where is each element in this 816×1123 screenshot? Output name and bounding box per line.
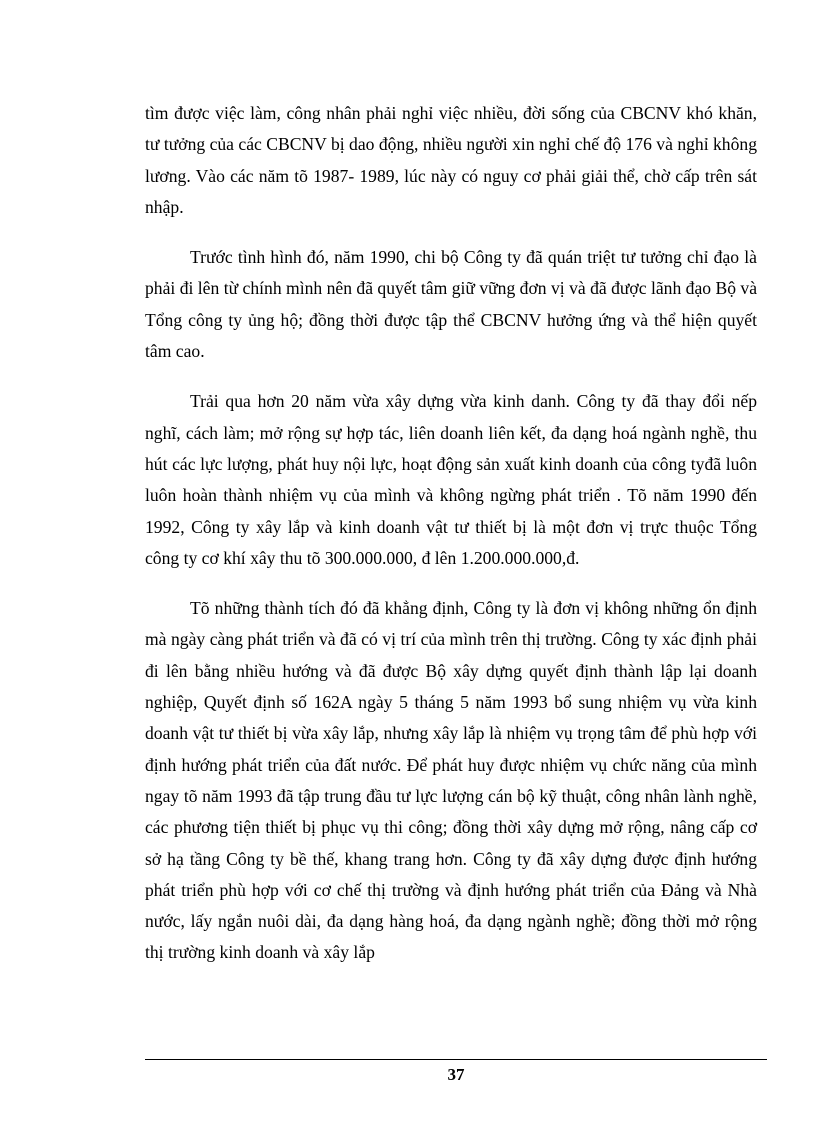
paragraph: Trước tình hình đó, năm 1990, chi bộ Công ty đã quán triệt tư tưởng chỉ đạo là phải đi lên từ chính mình nên đã quyết tâm giữ vững đơn vị và đã được lãnh đạo Bộ và Tổng công ty ủng hộ; đồng thời được tập thể CBCNV hưởng ứng và thể hiện quyết tâm cao. xyxy=(145,247,757,362)
footer-divider xyxy=(145,1059,767,1060)
page-number: 37 xyxy=(447,1065,465,1084)
paragraph: Tõ những thành tích đó đã khẳng định, Công ty là đơn vị không những ổn định mà ngày càng phát triển và đã có vị trí của mình trên thị trường. Công ty xác định phải đi lên bằng nhiều hướng và đã được Bộ xây dựng quyết định thành lập lại doanh nghiệp, Quyết định số 162A ngày 5 tháng 5 năm 1993 bổ sung nhiệm vụ vừa kinh doanh vật tư thiết bị vừa xây lắp, nhưng xây lắp là nhiệm vụ trọng tâm để phù hợp với định hướng phát triển của đất nước. Để phát huy được nhiệm vụ chức năng của mình ngay tõ năm 1993 đã tập trung đầu tư lực lượng cán bộ kỹ thuật, công nhân lành nghề, các phương tiện thiết bị phục vụ thi công; đồng thời xây dựng mở rộng, nâng cấp cơ sở hạ tầng Công ty bề thế, khang trang hơn. Công ty đã xây dựng được định hướng phát triển phù hợp với cơ chế thị trường và định hướng phát triển của Đảng và Nhà nước, lấy ngắn nuôi dài, đa dạng hàng hoá, đa dạng ngành nghề; đồng thời mở rộng thị trường kinh doanh và xây lắp xyxy=(145,598,757,963)
paragraph: Trải qua hơn 20 năm vừa xây dựng vừa kinh danh. Công ty đã thay đổi nếp nghĩ, cách làm; mở rộng sự hợp tác, liên doanh liên kết, đa dạng hoá ngành nghề, thu hút các lực lượng, phát huy nội lực, hoạt động sản xuất kinh doanh của công tyđã luôn luôn hoàn thành nhiệm vụ của mình và không ngừng phát triển . Tõ năm 1990 đến 1992, Công ty xây lắp và kinh doanh vật tư thiết bị là một đơn vị trực thuộc Tổng công ty cơ khí xây thu tõ 300.000.000, đ lên 1.200.000.000,đ. xyxy=(145,391,757,568)
body-text xyxy=(145,98,757,988)
paragraph-continuation: tìm được việc làm, công nhân phải nghỉ việc nhiều, đời sống của CBCNV khó khăn, tư tưởng của các CBCNV bị dao động, nhiều người xin nghỉ chế độ 176 và nghỉ không lương. Vào các năm tõ 1987- 1989, lúc này có nguy cơ phải giải thể, chờ cấp trên sát nhập. xyxy=(145,103,757,217)
